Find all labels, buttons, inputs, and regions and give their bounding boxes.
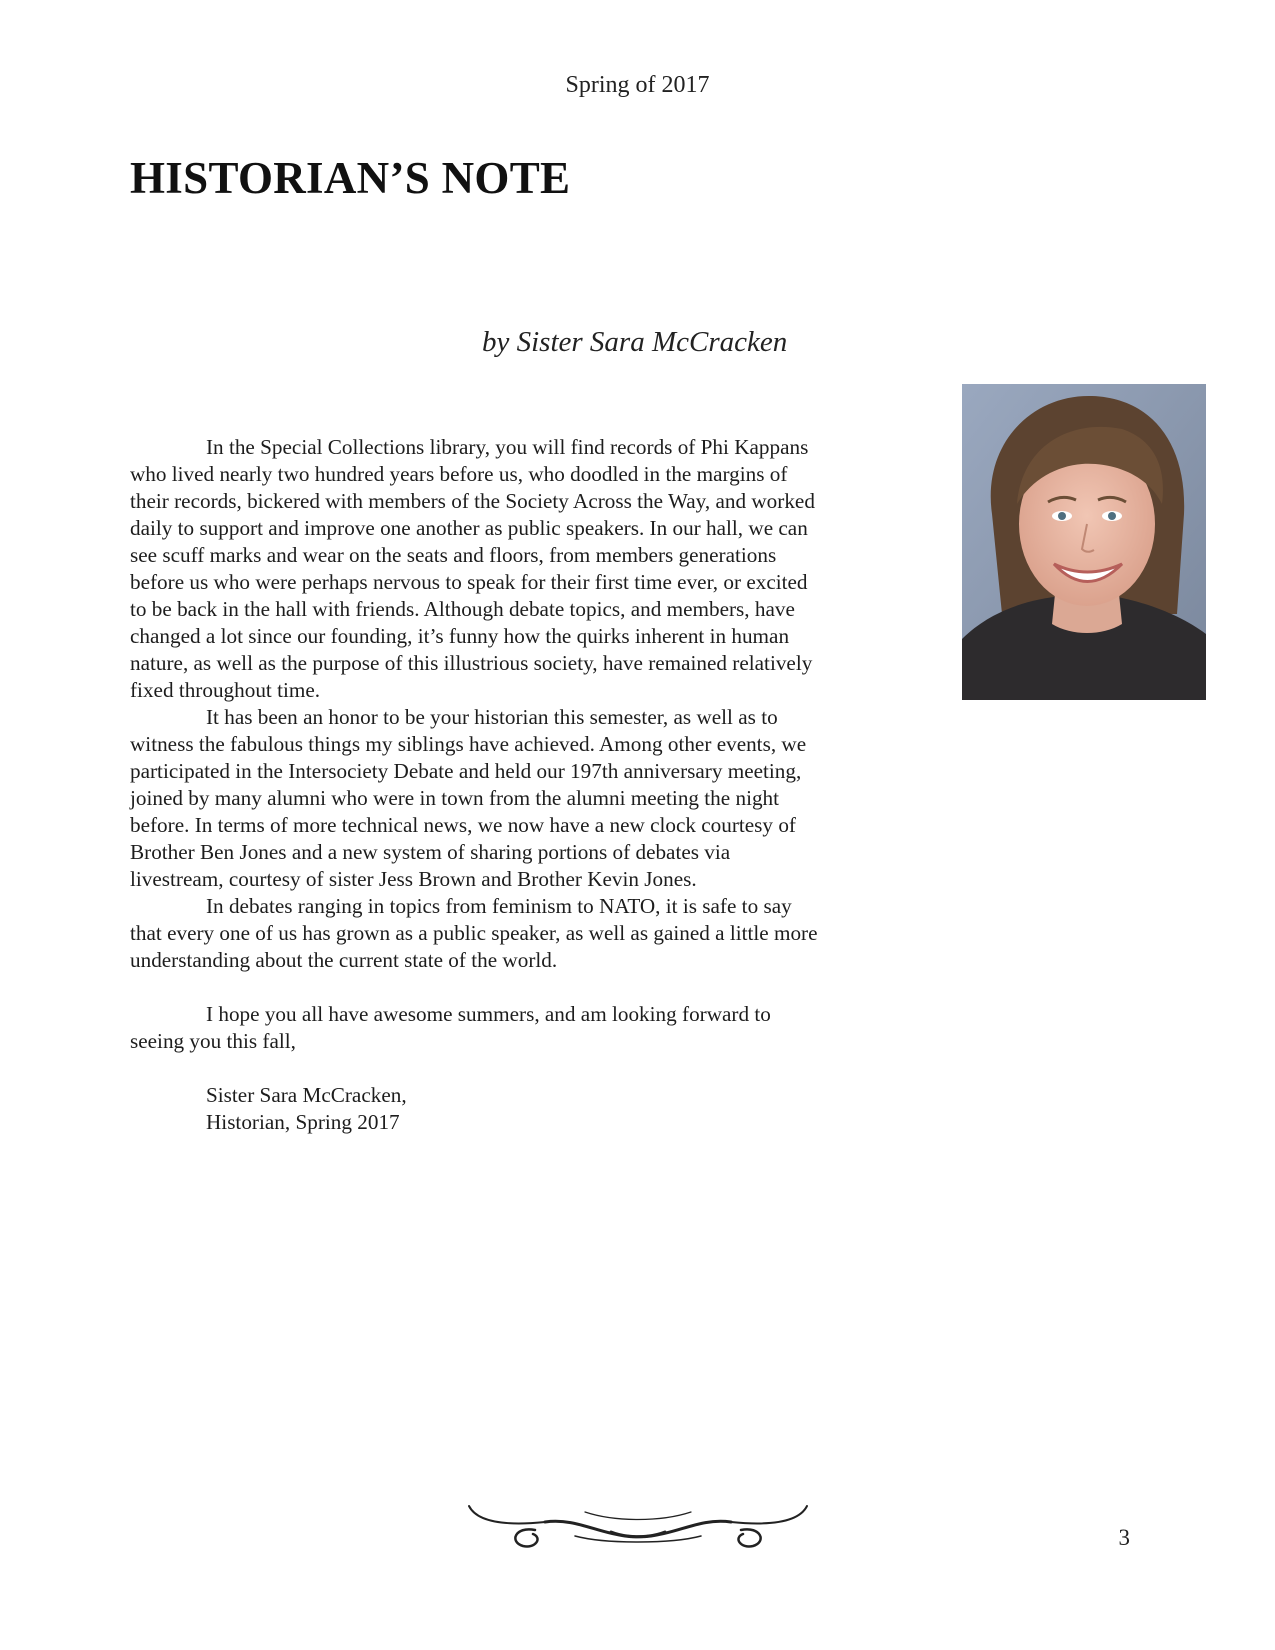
page-number: 3 <box>1118 1525 1130 1550</box>
running-header: Spring of 2017 <box>565 72 710 98</box>
article-byline: by Sister Sara McCracken <box>482 326 788 358</box>
article-body <box>130 434 818 1136</box>
signature-block <box>130 1082 818 1136</box>
body-paragraph-3: In debates ranging in topics from feminism to NATO, it is safe to say that every one of us has grown as a public speaker, as well as gained a little more understanding about the current state of the world. <box>130 894 818 972</box>
signature-name: Sister Sara McCracken, <box>206 1083 407 1107</box>
flourish-ornament-icon <box>465 1492 811 1554</box>
body-paragraph-1: In the Special Collections library, you will find records of Phi Kappans who lived nearly two hundred years before us, who doodled in the margins of their records, bickered with members of the Society Across the Way, and worked daily to support and improve one another as public speakers. In our hall, we can see scuff marks and wear on the seats and floors, from members generations before us who were perhaps nervous to speak for their first time ever, or excited to be back in the hall with friends. Although debate topics, and members, have changed a lot since our founding, it’s funny how the quirks inherent in human nature, as well as the purpose of this illustrious society, have remained relatively fixed throughout time. <box>130 435 815 702</box>
article-title: HISTORIAN’S NOTE <box>130 153 571 203</box>
portrait-image <box>962 384 1206 700</box>
closing-paragraph: I hope you all have awesome summers, and am looking forward to seeing you this fall, <box>130 1002 771 1053</box>
signature-role: Historian, Spring 2017 <box>206 1110 400 1134</box>
body-paragraph-2: It has been an honor to be your historian this semester, as well as to witness the fabulous things my siblings have achieved. Among other events, we participated in the Intersociety Debate and held our 197th anniversary meeting, joined by many alumni who were in town from the alumni meeting the night before. In terms of more technical news, we now have a new clock courtesy of Brother Ben Jones and a new system of sharing portions of debates via livestream, courtesy of sister Jess Brown and Brother Kevin Jones. <box>130 705 807 891</box>
author-photo <box>962 384 1206 700</box>
